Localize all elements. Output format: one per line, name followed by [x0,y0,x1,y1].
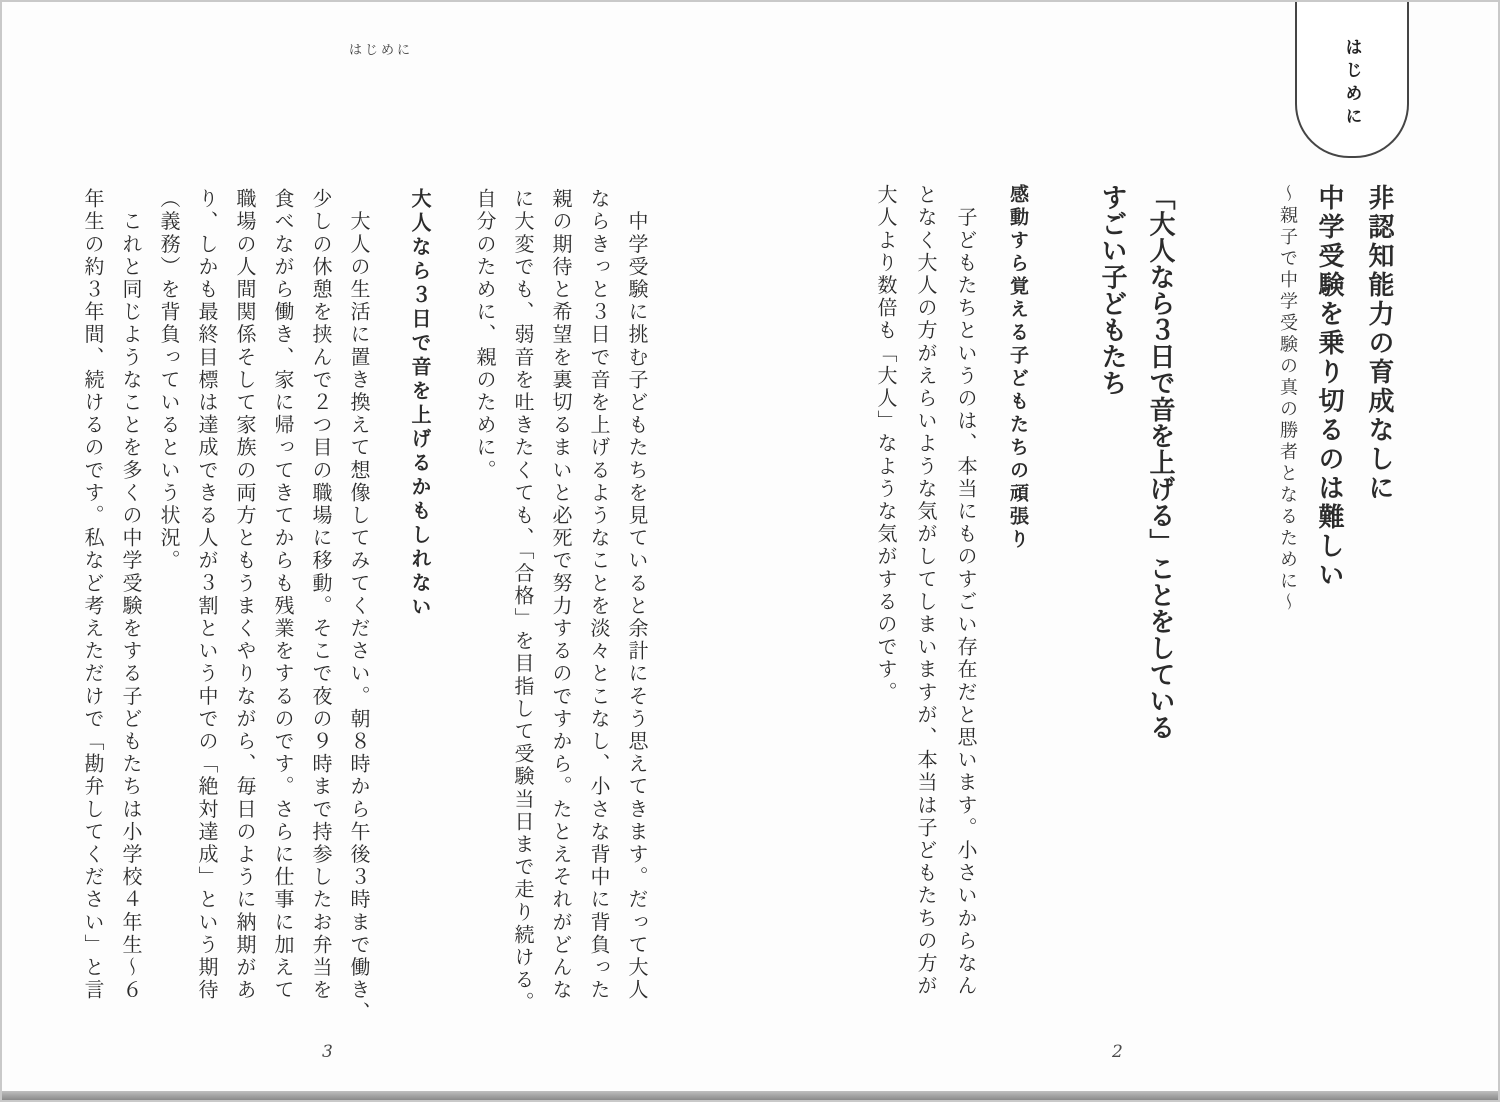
body-paragraph [74,188,150,1024]
body-paragraph [150,188,378,1024]
body-text-column: 中学受験に挑む子どもたちを見ていると余計にそう思えてきます。だって大人 [625,188,649,1002]
running-header: はじめに [349,43,414,58]
page-number-right: 2 [1112,1042,1123,1062]
body-text-column: 職場の人間関係そして家族の両方ともうまくやりながら、毎日のように納期があ [233,188,257,1002]
chapter-subtitle: 〜親子で中学受験の真の勝者となるために〜 [1277,184,1298,614]
body-text-column: （義務）を背負っているという状況。 [157,188,181,573]
body-paragraph [866,184,986,1020]
body-text-column: となく大人の方がえらいような気がしてしまいますが、本当は子どもたちの方が [914,184,938,998]
body-text-column: 子どもたちというのは、本当にものすごい存在だと思います。小さいからなん [954,184,978,998]
body-text-column: 年生の約３年間、続けるのです。私など考えただけで「勘弁してください」と言 [81,188,105,1002]
body-text-column: これと同じようなことを多くの中学受験をする子どもたちは小学校４年生〜６ [119,188,143,1002]
left-page [74,188,656,1024]
section-heading-line: 「大人なら３日で音を上げる」ことをしている [1145,184,1175,741]
section-heading-line: すごい子どもたち [1097,184,1127,396]
body-text-column: に大変でも、弱音を吐きたくても、「合格」を目指して受験当日まで走り続ける。 [511,188,535,1015]
body-text-column: 自分のために、親のために。 [473,188,497,482]
body-paragraph [466,188,656,1024]
body-text-column: ならきっと３日で音を上げるようなことを淡々とこなし、小さな背中に背負った [587,188,611,1002]
chapter-index-tab-label: はじめに [1341,38,1362,130]
chapter-title-line: 非認知能力の育成なしに [1364,184,1394,503]
page-bottom-edge [2,1091,1498,1100]
body-text-column: 少しの休憩を挟んで２つ目の職場に移動。そこで夜の９時まで持参したお弁当を [309,188,333,1002]
body-text-column: 食べながら働き、家に帰ってきてからも残業をするのです。さらに仕事に加えて [271,188,295,1002]
section-heading [1088,184,1184,1020]
section-sub-heading: 大人なら３日で音を上げるかもしれない [408,188,432,620]
chapter-title-line: 中学受験を乗り切るのは難しい [1314,184,1344,590]
sub-heading: 感動すら覚える子どもたちの頑張り [1007,184,1029,552]
right-page [866,184,1404,1020]
page-number-left: 3 [322,1042,333,1062]
chapter-title [1304,184,1404,1020]
body-text-column: 大人の生活に置き換えて想像してみてください。朝８時から午後３時まで働き、 [347,188,371,1025]
body-text-column: 親の期待と希望を裏切るまいと必死で努力するのですから。たとえそれがどんな [549,188,573,1002]
chapter-index-tab [1295,0,1409,158]
body-text-column: り、しかも最終目標は達成できる人が３割という中での「絶対達成」という期待 [195,188,219,1002]
body-text-column: 大人より数倍も「大人」なような気がするのです。 [874,184,898,704]
